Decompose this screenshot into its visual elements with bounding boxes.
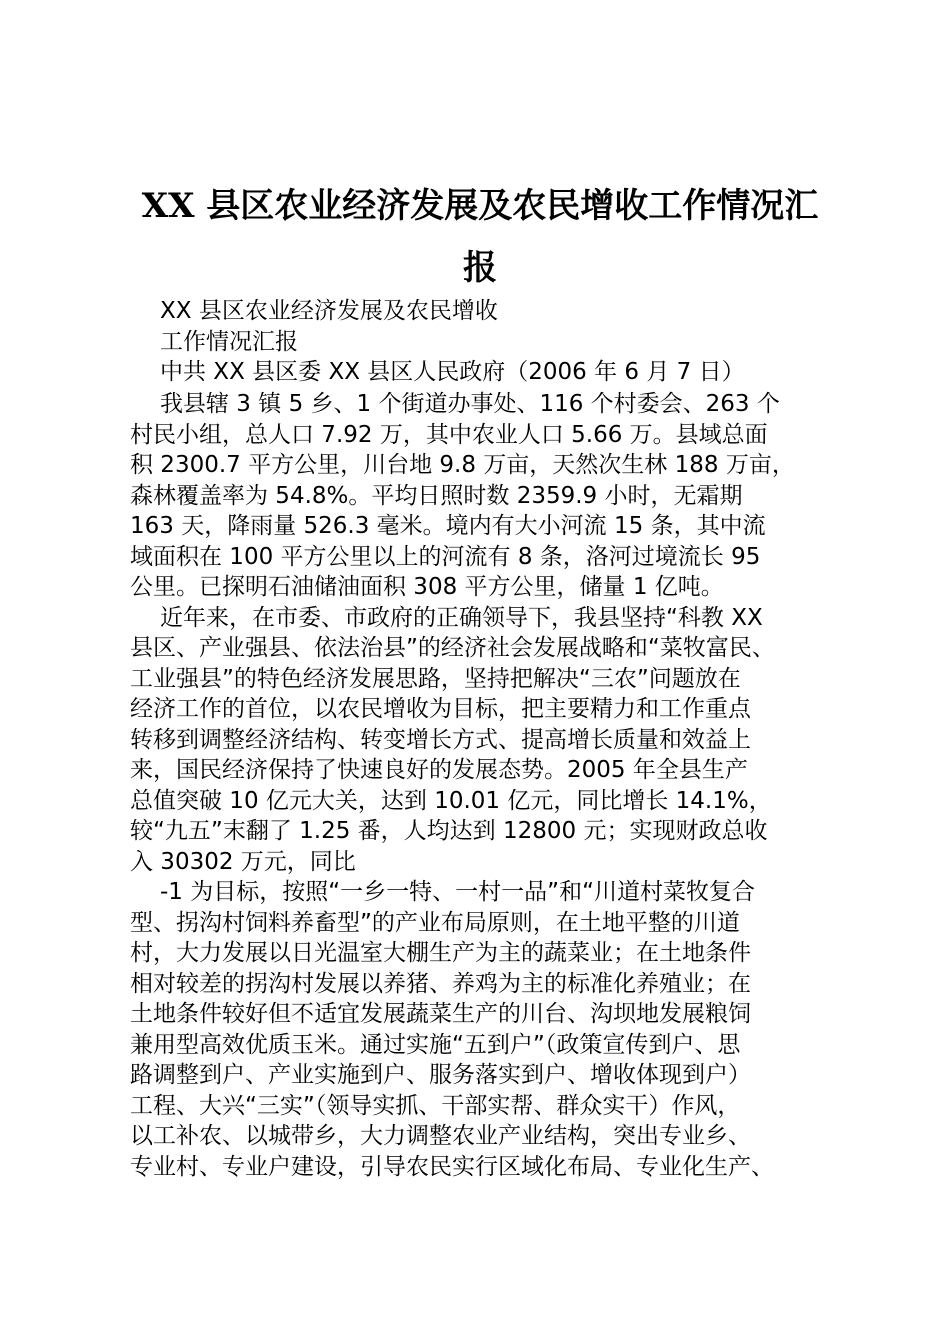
paragraph-line: 公里。已探明石油储油面积 308 平方公里，储量 1 亿吨。 <box>130 574 724 600</box>
paragraph-line: 土地条件较好但不适宜发展蔬菜生产的川台、沟坝地发展粮饲 <box>130 1001 751 1027</box>
paragraph-line: 型、拐沟村饲料养畜型”的产业布局原则，在土地平整的川道 <box>130 910 740 936</box>
paragraph-line: 积 2300.7 平方公里，川台地 9.8 万亩，天然次生林 188 万亩， <box>130 452 795 478</box>
paragraph-line: 村民小组，总人口 7.92 万，其中农业人口 5.66 万。县域总面 <box>130 422 768 448</box>
document-title-line-1: XX 县区农业经济发展及农民增收工作情况汇 <box>141 186 819 226</box>
paragraph-line: 入 30302 万元，同比 <box>130 849 356 875</box>
paragraph-line: 较“九五”末翻了 1.25 番，人均达到 12800 元；实现财政总收 <box>130 818 768 844</box>
paragraph-line: 村，大力发展以日光温室大棚生产为主的蔬菜业；在土地条件 <box>130 940 751 966</box>
paragraph-line: 相对较差的拐沟村发展以养猪、养鸡为主的标准化养殖业；在 <box>130 971 751 997</box>
paragraph-line: 工程、大兴“三实”（领导实抓、干部实帮、群众实干）作风， <box>130 1093 741 1119</box>
document-title-line-2: 报 <box>463 248 497 288</box>
subtitle-line-1: XX 县区农业经济发展及农民增收 <box>160 298 498 324</box>
paragraph-line: 以工补农、以城带乡，大力调整农业产业结构，突出专业乡、 <box>130 1123 751 1149</box>
paragraph-line: -1 为目标，按照“一乡一特、一村一品”和“川道村菜牧复合 <box>160 879 755 905</box>
paragraph-line: 专业村、专业户建设，引导农民实行区域化布局、专业化生产、 <box>130 1154 774 1180</box>
author-date-line: 中共 XX 县区委 XX 县区人民政府（2006 年 6 月 7 日） <box>160 359 745 385</box>
paragraph-line: 来，国民经济保持了快速良好的发展态势。2005 年全县生产 <box>130 757 748 783</box>
paragraph-line: 域面积在 100 平方公里以上的河流有 8 条，洛河过境流长 95 <box>130 544 761 570</box>
paragraph-line: 转移到调整经济结构、转变增长方式、提高增长质量和效益上 <box>130 727 751 753</box>
paragraph-line: 163 天，降雨量 526.3 毫米。境内有大小河流 15 条，其中流 <box>130 513 766 539</box>
paragraph-line: 县区、产业强县、依法治县”的经济社会发展战略和“菜牧富民、 <box>130 635 775 661</box>
paragraph-line: 经济工作的首位，以农民增收为目标，把主要精力和工作重点 <box>130 696 751 722</box>
paragraph-line: 我县辖 3 镇 5 乡、1 个街道办事处、116 个村委会、263 个 <box>160 391 780 417</box>
subtitle-line-2: 工作情况汇报 <box>160 329 298 355</box>
paragraph-line: 路调整到户、产业实施到户、服务落实到户、增收体现到户） <box>130 1062 751 1088</box>
paragraph-line: 近年来，在市委、市政府的正确领导下，我县坚持“科教 XX <box>160 605 763 631</box>
paragraph-line: 总值突破 10 亿元大关，达到 10.01 亿元，同比增长 14.1%， <box>130 788 772 814</box>
paragraph-line: 工业强县”的特色经济发展思路，坚持把解决“三农”问题放在 <box>130 666 741 692</box>
paragraph-line: 兼用型高效优质玉米。通过实施“五到户”（政策宣传到户、思 <box>130 1032 741 1058</box>
paragraph-line: 森林覆盖率为 54.8%。平均日照时数 2359.9 小时，无霜期 <box>130 483 743 509</box>
